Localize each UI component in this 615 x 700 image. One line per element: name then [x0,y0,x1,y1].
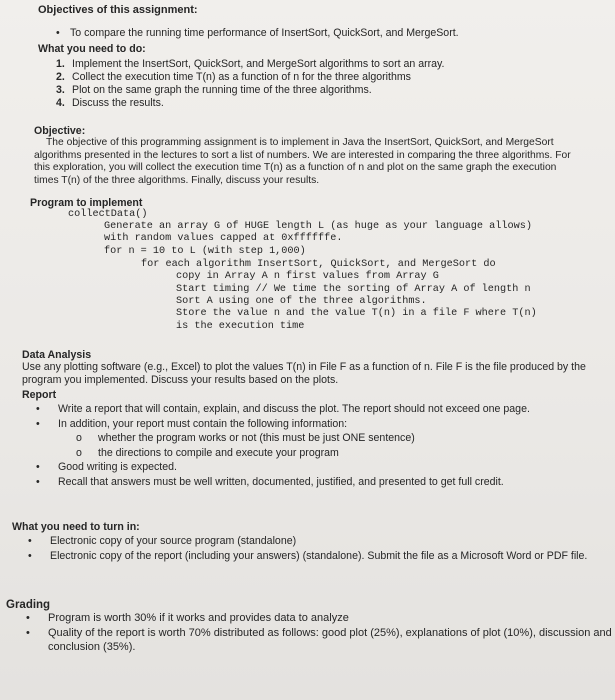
todo-steps [56,58,576,110]
step-item: 2. Collect the execution time T(n) as a function of n for the three algorithms [56,70,411,83]
code-line: Store the value n and the value T(n) in a file F where T(n) [176,308,537,319]
report-list [36,403,596,433]
program-heading: Program to implement [30,197,143,209]
report-heading: Report [22,389,57,401]
list-item: • Recall that answers must be well written, documented, justified, and presented to get full credit. [36,475,504,488]
code-line: collectData() [68,209,148,220]
bullet-dot: • [56,27,60,39]
code-line: for n = 10 to L (with step 1,000) [104,246,306,257]
turnin-list [28,535,613,565]
report-sublist [76,432,576,462]
report-list-continued [36,461,596,491]
analysis-paragraph: Use any plotting software (e.g., Excel) to plot the values T(n) in File F as a function of n. File F is the file produced by the program you implemented. Discuss your results based on the plots. [22,361,586,386]
objective-heading: Objective: [34,125,86,137]
code-line: with random values capped at 0xffffffe. [104,233,343,244]
step-item: 1. Implement the InsertSort, QuickSort, and MergeSort algorithms to sort an array. [56,58,445,70]
code-line: for each algorithm InsertSort, QuickSort, and MergeSort do [141,259,496,270]
objective-paragraph: The objective of this programming assignment is to implement in Java the InsertSort, QuickSort, and MergeSort algorithms presented in the lectures to sort a list of numbers. We are interested in comparing the three algorithms. For this exploration, you will collect the execution time T(n) as a function of n and plot on the same graph the execution times T(n) of the three algorithms. Finally, discuss your results. [34,137,571,186]
list-item: o the directions to compile and execute your program [76,446,339,459]
grading-heading: Grading [6,599,51,611]
list-item: • Electronic copy of the report (including your answers) (standalone). Submit the file as a Microsoft Word or PDF file. [28,549,588,562]
grading-list [26,612,612,656]
compare-line [56,27,576,40]
list-item: • Good writing is expected. [36,461,177,473]
list-item: • Electronic copy of your source program (standalone) [28,535,297,547]
list-item: o whether the program works or not (this must be just ONE sentence) [76,432,415,444]
compare-text: To compare the running time performance of InsertSort, QuickSort, and MergeSort. [70,27,459,39]
list-item: • In addition, your report must contain the following information: [36,417,348,430]
list-item: • Quality of the report is worth 70% distributed as follows: good plot (25%), explanations of plot (10%), discussion and conclusion (35%). [26,627,612,653]
objectives-title: Objectives of this assignment: [38,4,198,16]
todo-heading: What you need to do: [38,43,146,55]
code-line: Generate an array G of HUGE length L (as huge as your language allows) [104,221,532,232]
code-line: Sort A using one of the three algorithms. [176,296,427,307]
code-line: Start timing // We time the sorting of Array A of length n [176,284,531,295]
list-item: • Program is worth 30% if it works and provides data to analyze [26,612,349,624]
code-line: copy in Array A n first values from Array G [176,271,439,282]
turnin-heading: What you need to turn in: [12,521,140,533]
step-item: 4. Discuss the results. [56,96,164,109]
analysis-heading: Data Analysis [22,349,92,361]
list-item: • Write a report that will contain, explain, and discuss the plot. The report should not exceed one page. [36,403,530,415]
code-line: is the execution time [176,321,305,332]
step-item: 3. Plot on the same graph the running time of the three algorithms. [56,83,372,96]
